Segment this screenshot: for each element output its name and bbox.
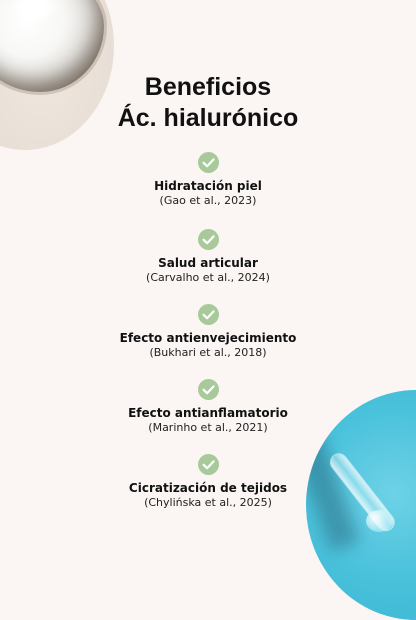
benefit-name: Hidratación piel: [154, 179, 262, 193]
check-circle-icon: [198, 229, 219, 250]
page-title-line-1: Beneficios: [144, 73, 272, 101]
benefit-name: Efecto antianflamatorio: [128, 406, 288, 420]
benefit-item-anti-inflammatory: [0, 379, 416, 435]
benefit-item-anti-aging: [0, 304, 416, 360]
check-circle-icon: [198, 379, 219, 400]
page-title-line-2: Ác. hialurónico: [117, 104, 299, 132]
benefit-reference: (Chylińska et al., 2025): [144, 496, 272, 509]
benefit-item-hydration: [0, 152, 416, 208]
serum-drop: [366, 510, 392, 532]
benefit-item-healing: [0, 454, 416, 510]
benefit-reference: (Carvalho et al., 2024): [146, 271, 270, 284]
benefit-name: Cicratización de tejidos: [128, 481, 288, 495]
benefit-name: Salud articular: [158, 256, 258, 270]
check-circle-icon: [198, 304, 219, 325]
check-circle-icon: [198, 454, 219, 475]
benefit-reference: (Bukhari et al., 2018): [149, 346, 267, 359]
benefit-reference: (Gao et al., 2023): [159, 194, 257, 207]
benefit-item-joints: [0, 229, 416, 285]
check-circle-icon: [198, 152, 219, 173]
benefit-name: Efecto antienvejecimiento: [119, 331, 297, 345]
benefit-reference: (Marinho et al., 2021): [148, 421, 268, 434]
